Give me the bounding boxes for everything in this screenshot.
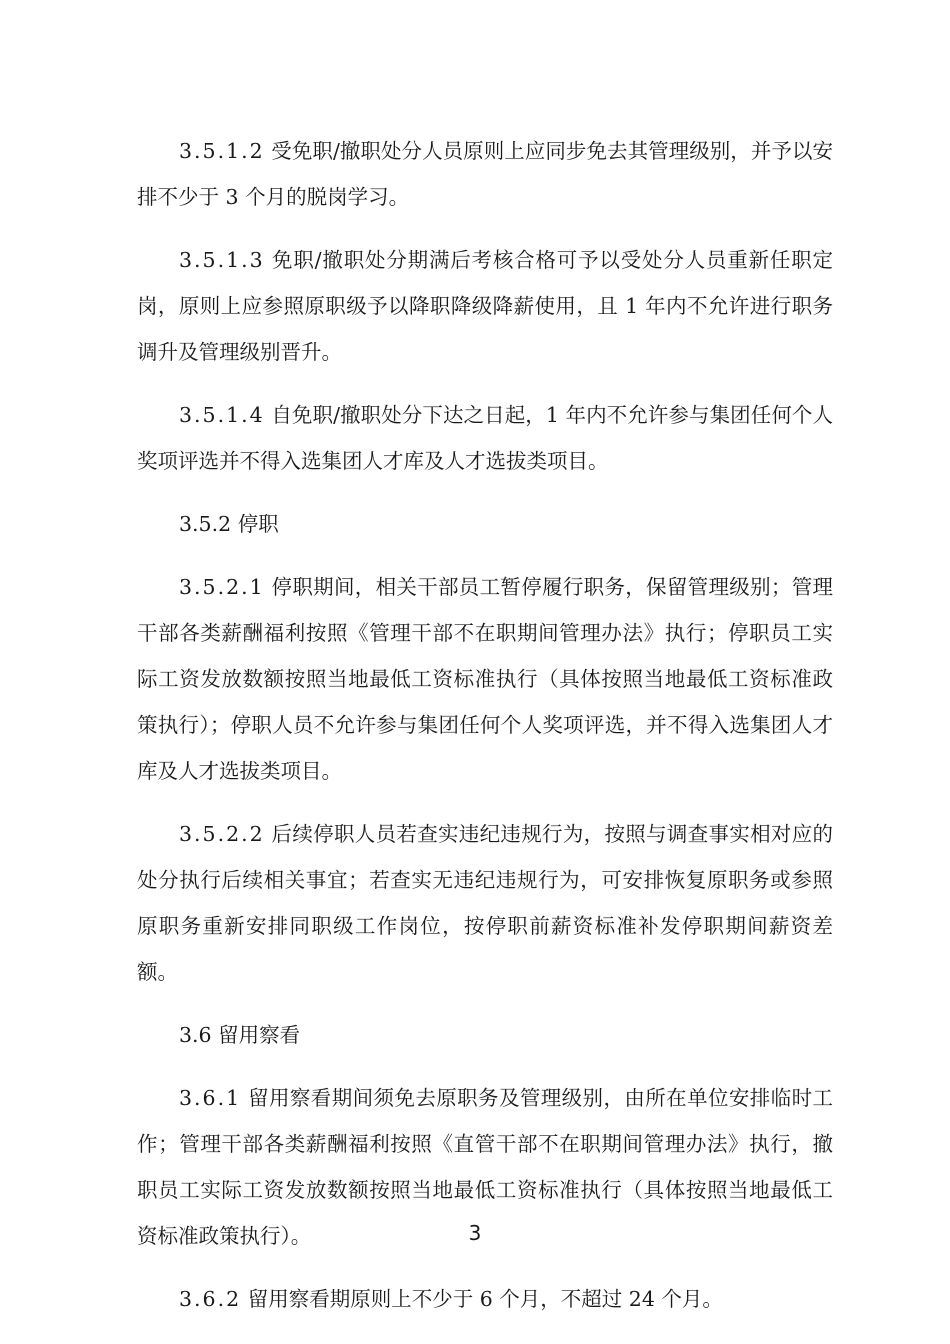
clause-text: 自免职/撤职处分下达之日起，1 年内不允许参与集团任何个人奖项评选并不得入选集团人才库及人才选拔类项目。 (137, 403, 833, 473)
clause-number: 3.6.1 (179, 1086, 242, 1110)
clause-text: 留用察看期间须免去原职务及管理级别，由所在单位安排临时工作；管理干部各类薪酬福利按照《直管干部不在职期间管理办法》执行，撤职员工实际工资发放数额按照当地最低工资标准执行（具体按照当地最低工资标准政策执行）。 (137, 1086, 833, 1248)
section-heading-3-6 (137, 1012, 833, 1058)
section-title: 留用察看 (211, 1023, 301, 1047)
clause-3-5-1-2 (137, 128, 833, 220)
clause-3-5-1-3 (137, 237, 833, 375)
section-title: 停职 (231, 512, 279, 536)
clause-3-5-2-2 (137, 811, 833, 995)
clause-text: 免职/撤职处分期满后考核合格可予以受处分人员重新任职定岗，原则上应参照原职级予以降职降级降薪使用，且 1 年内不允许进行职务调升及管理级别晋升。 (137, 248, 833, 364)
page-number: 3 (468, 1221, 482, 1245)
clause-number: 3.5.1.2 (179, 139, 265, 163)
clause-number: 3.5.2.1 (179, 575, 265, 599)
clause-number: 3.5.2.2 (179, 822, 265, 846)
section-number: 3.5.2 (179, 512, 232, 536)
clause-number: 3.6.2 (179, 1287, 242, 1311)
clause-text: 停职期间，相关干部员工暂停履行职务，保留管理级别；管理干部各类薪酬福利按照《管理干部不在职期间管理办法》执行；停职员工实际工资发放数额按照当地最低工资标准执行（具体按照当地最低工资标准政策执行）；停职人员不允许参与集团任何个人奖项评选，并不得入选集团人才库及人才选拔类项目。 (137, 575, 833, 783)
clause-number: 3.5.1.4 (179, 403, 265, 427)
section-heading-3-5-2 (137, 501, 833, 547)
clause-3-6-2 (137, 1276, 833, 1322)
clause-text: 受免职/撤职处分人员原则上应同步免去其管理级别，并予以安排不少于 3 个月的脱岗学习。 (137, 139, 833, 209)
document-body (137, 128, 833, 1339)
clause-text: 后续停职人员若查实违纪违规行为，按照与调查事实相对应的处分执行后续相关事宜；若查实无违纪违规行为，可安排恢复原职务或参照原职务重新安排同职级工作岗位，按停职前薪资标准补发停职期间薪资差额。 (137, 822, 833, 984)
clause-3-5-2-1 (137, 564, 833, 794)
clause-number: 3.5.1.3 (179, 248, 265, 272)
clause-text: 留用察看期原则上不少于 6 个月，不超过 24 个月。 (241, 1287, 723, 1311)
clause-3-5-1-4 (137, 392, 833, 484)
section-number: 3.6 (179, 1023, 212, 1047)
